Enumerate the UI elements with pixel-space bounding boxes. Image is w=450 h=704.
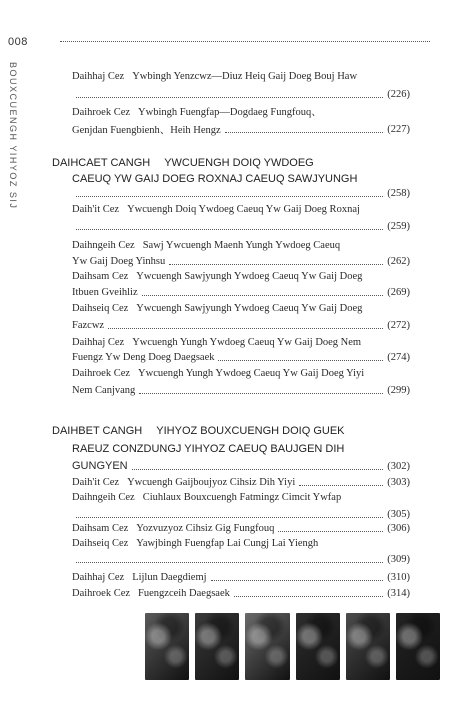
toc-entry-leader: (309) (72, 552, 410, 566)
vertical-book-title: BOUXCUENGH YIHYOZ SIJ (8, 62, 18, 210)
toc-entry-text: Daihsam Cez Ywcuengh Sawjyungh Ywdoeg Caeuq Yw Gaij Doeg (72, 271, 363, 282)
toc-entry-text: Daihngeih Cez Sawj Ywcuengh Maenh Yungh Ywdoeg Caeuq (72, 240, 341, 251)
toc-entry-row: Daihhaj Cez Lijlun Daegdiemj (310) (72, 571, 410, 583)
toc-entry-leader: (226) (72, 87, 410, 101)
chapter-heading: DAIHBET CANGH YIHYOZ BOUXCUENGH DOIQ GUEK (52, 425, 345, 437)
chapter-leader: (258) (72, 186, 410, 200)
toc-entry-text: Daihroek Cez Ywbingh Fuengfap—Dogdaeg Fungfouq、 (72, 107, 322, 118)
photo-1 (145, 613, 189, 680)
toc-entry-leader: Nem Canjvang (299) (72, 384, 410, 396)
toc-entry-text: Daihhaj Cez Ywbingh Yenzcwz—Diuz Heiq Gaij Doeg Bouj Haw (72, 71, 358, 82)
toc-entry-leader: (305) (72, 507, 410, 521)
toc-entry-leader: Fazcwz (272) (72, 319, 410, 331)
toc-entry-text: Daihngeih Cez Ciuhlaux Bouxcuengh Fatmingz Cimcit Ywfap (72, 492, 342, 503)
chapter-heading-cont: CAEUQ YW GAIJ DOEG ROXNAJ CAEUQ SAWJYUNGH (72, 173, 358, 185)
chapter-leader: GUNGYEN (302) (72, 460, 410, 472)
toc-entry-text: Daihhaj Cez Ywcuengh Yungh Ywdoeg Caeuq Yw Gaij Doeg Nem (72, 337, 362, 348)
photo-3 (245, 613, 289, 680)
toc-entry-leader: (259) (72, 219, 410, 233)
toc-entry-leader: Genjdan Fuengbienh、Heih Hengz (227) (72, 123, 410, 136)
toc-entry-text: Daih'it Cez Ywcuengh Doiq Ywdoeg Caeuq Yw Gaij Doeg Roxnaj (72, 204, 360, 215)
photo-4 (296, 613, 340, 680)
toc-entry-leader: Yw Gaij Doeg Yinhsu (262) (72, 255, 410, 267)
chapter-heading: DAIHCAET CANGH YWCUENGH DOIQ YWDOEG (52, 157, 314, 169)
toc-entry-leader: Fuengz Yw Deng Doeg Daegsaek (274) (72, 351, 410, 363)
toc-entry-text: Daihseiq Cez Ywcuengh Sawjyungh Ywdoeg Caeuq Yw Gaij Doeg (72, 303, 363, 314)
photo-strip (145, 613, 440, 680)
header-dotted-rule (60, 41, 430, 42)
toc-entry-row: Daihroek Cez Fuengzceih Daegsaek (314) (72, 587, 410, 599)
toc-entry-leader: Itbuen Gveihliz (269) (72, 286, 410, 298)
photo-2 (195, 613, 239, 680)
toc-entry-text: Daihroek Cez Ywcuengh Yungh Ywdoeg Caeuq Yw Gaij Doeg Yiyi (72, 368, 365, 379)
photo-5 (346, 613, 390, 680)
photo-6 (396, 613, 440, 680)
toc-entry-row: Daihsam Cez Yozvuzyoz Cihsiz Gig Fungfouq (306) (72, 522, 410, 534)
page-number: 008 (8, 36, 28, 48)
toc-entry-text: Daihseiq Cez Yawjbingh Fuengfap Lai Cungj Lai Yiengh (72, 538, 319, 549)
chapter-heading-cont: RAEUZ CONZDUNGJ YIHYOZ CAEUQ BAUJGEN DIH (72, 443, 345, 455)
toc-entry-row: Daih'it Cez Ywcuengh Gaijboujyoz Cihsiz Dih Yiyi (303) (72, 476, 410, 488)
